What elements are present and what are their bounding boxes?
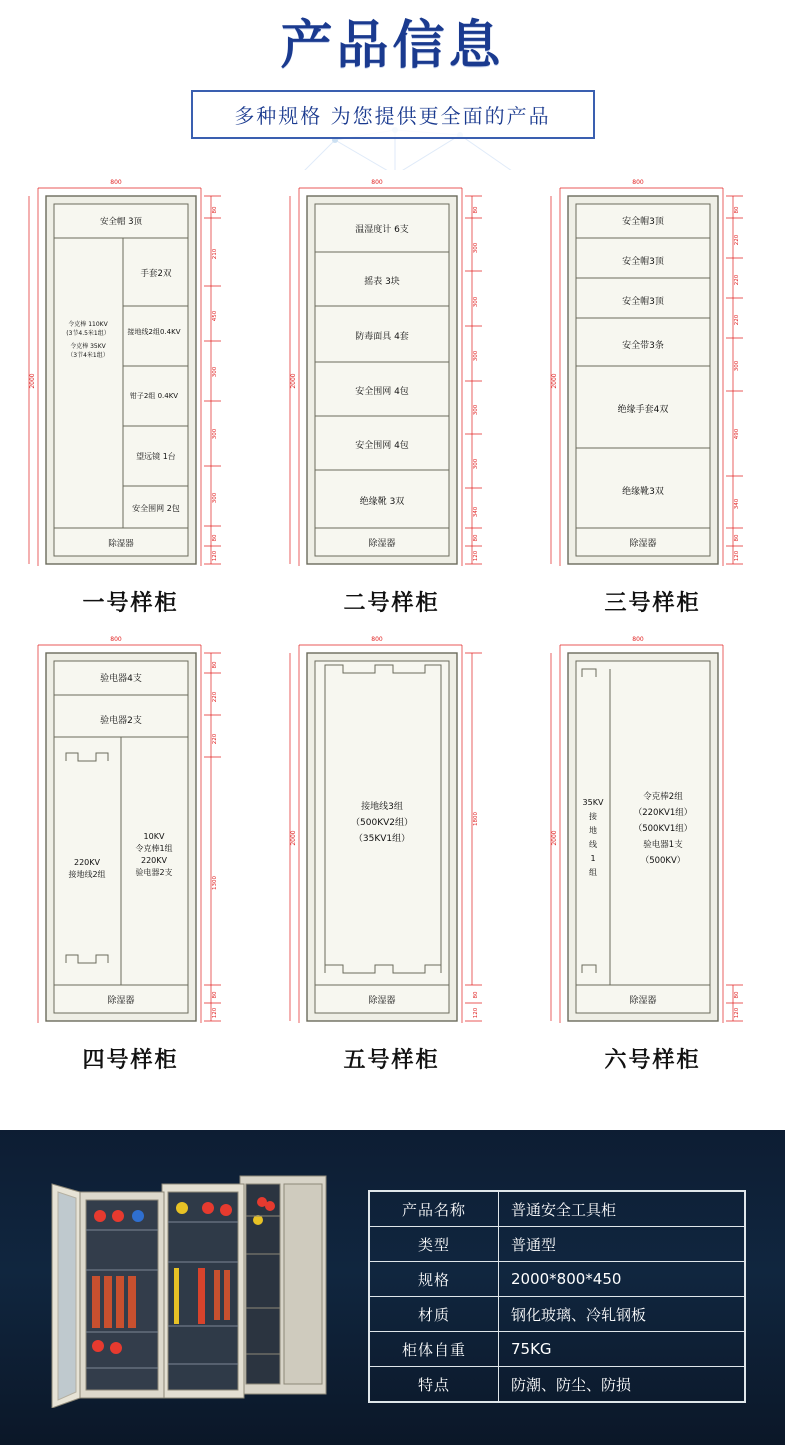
row-label: 除湿器	[107, 539, 134, 549]
spec-key: 材质	[369, 1297, 499, 1332]
cabinet-drawings-grid	[0, 170, 785, 1090]
cabinet-cell-6	[522, 633, 783, 1090]
row-label: 安全带3条	[621, 341, 664, 351]
table-row	[369, 1262, 745, 1297]
page-title: 产品信息	[280, 16, 505, 76]
row-label: 手套2双	[140, 269, 171, 279]
dim-height-3: 2000	[550, 373, 558, 389]
row-label: 安全帽 3顶	[99, 217, 142, 227]
row-label: 验电器2支	[134, 868, 173, 877]
svg-text:120: 120	[472, 1007, 479, 1019]
spec-key: 柜体自重	[369, 1332, 499, 1367]
spec-value: 75KG	[499, 1332, 746, 1367]
row-label: 钳子2组 0.4KV	[129, 392, 178, 400]
row-label: 接	[588, 812, 597, 821]
svg-text:120: 120	[472, 550, 479, 562]
svg-text:220: 220	[211, 733, 218, 745]
svg-text:80: 80	[733, 534, 740, 542]
row-label: 验电器4支	[99, 674, 142, 684]
table-row	[369, 1367, 745, 1403]
row-label: 验电器2支	[99, 716, 142, 726]
cabinet-drawing-1	[26, 176, 236, 576]
row-label: 绝缘靴3双	[621, 487, 664, 497]
table-row	[369, 1191, 745, 1227]
row-label: （500KV）	[640, 856, 685, 866]
row-label: 令克棒1组	[134, 844, 173, 853]
row-label: 绝缘靴 3双	[359, 497, 404, 507]
row-label: 除湿器	[367, 539, 396, 549]
row-label: 线	[588, 840, 597, 849]
row-label: 1	[589, 854, 596, 863]
cabinet-caption-6: 六号样柜	[604, 1048, 701, 1073]
table-row	[369, 1297, 745, 1332]
page-header	[0, 0, 785, 170]
spec-value: 普通型	[499, 1227, 746, 1262]
cabinet-drawing-4	[26, 633, 236, 1033]
cabinet-drawing-3	[548, 176, 758, 576]
row-label: （500KV1组）	[633, 824, 692, 834]
row-label: 安全围网 4包	[354, 441, 409, 451]
row-label: 接地线3组	[360, 802, 403, 812]
cabinet-cell-3	[522, 176, 783, 633]
dim-width-5: 800	[370, 636, 383, 643]
svg-text:300: 300	[472, 458, 479, 470]
svg-text:80: 80	[472, 206, 479, 214]
spec-table	[368, 1190, 746, 1403]
svg-text:80: 80	[211, 661, 218, 669]
spec-value: 钢化玻璃、冷轧钢板	[499, 1297, 746, 1332]
svg-text:300: 300	[211, 492, 218, 504]
svg-text:340: 340	[733, 498, 740, 510]
cabinet-caption-5: 五号样柜	[343, 1048, 440, 1073]
row-label: 除湿器	[106, 996, 135, 1006]
row-label: 220KV	[140, 856, 167, 865]
spec-key: 产品名称	[369, 1191, 499, 1227]
cabinet-cell-5	[261, 633, 522, 1090]
row-label: （3节4米1组）	[66, 352, 109, 359]
row-label: 除湿器	[367, 996, 396, 1006]
svg-text:300: 300	[472, 350, 479, 362]
svg-text:80: 80	[733, 991, 740, 999]
row-label: 安全帽3顶	[621, 257, 664, 267]
row-label: 安全帽3顶	[621, 217, 664, 227]
svg-text:210: 210	[211, 248, 218, 260]
cabinet-drawing-6	[548, 633, 758, 1033]
svg-text:80: 80	[472, 534, 479, 542]
row-label: 望远镜 1台	[135, 452, 176, 461]
svg-text:220: 220	[211, 691, 218, 703]
cabinet-caption-2: 二号样柜	[343, 591, 440, 616]
svg-text:300: 300	[211, 366, 218, 378]
svg-text:340: 340	[472, 506, 479, 518]
svg-text:1800: 1800	[472, 812, 479, 826]
row-label: 摇表 3块	[363, 277, 400, 287]
svg-text:120: 120	[733, 1007, 740, 1019]
spec-key: 类型	[369, 1227, 499, 1262]
svg-text:220: 220	[733, 274, 740, 286]
dim-height-6: 2000	[550, 830, 558, 846]
dim-width-6: 800	[631, 636, 644, 643]
svg-text:120: 120	[211, 550, 218, 562]
dim-height-1: 2000	[28, 373, 36, 389]
row-label: 除湿器	[628, 539, 657, 549]
row-label: (3节4.5米1组）	[65, 330, 110, 337]
svg-text:450: 450	[211, 310, 218, 322]
dim-width-1: 800	[109, 179, 122, 186]
row-label: 接地线2组0.4KV	[127, 328, 180, 336]
row-label: 令克棒2组	[642, 792, 683, 802]
svg-text:300: 300	[472, 296, 479, 308]
product-photo	[22, 1158, 342, 1408]
row-label: 温湿度计 6支	[354, 225, 409, 235]
cabinet-drawing-5	[287, 633, 497, 1033]
svg-text:300: 300	[733, 360, 740, 372]
spec-key: 规格	[369, 1262, 499, 1297]
svg-text:300: 300	[472, 404, 479, 416]
spec-value: 普通安全工具柜	[499, 1191, 746, 1227]
row-label: 安全围网 2包	[131, 504, 180, 513]
row-label: （220KV1组）	[633, 808, 692, 818]
cabinet-cell-1	[0, 176, 261, 633]
cabinet-caption-3: 三号样柜	[604, 591, 701, 616]
row-label: 地	[588, 826, 597, 835]
page-subtitle: 多种规格 为您提供更全面的产品	[191, 90, 595, 139]
cabinet-drawing-2	[287, 176, 497, 576]
dim-width-2: 800	[370, 179, 383, 186]
row-label: 10KV	[143, 832, 164, 841]
dim-width-4: 800	[109, 636, 122, 643]
row-label: 令克棒 35KV	[69, 343, 106, 350]
dim-height-2: 2000	[289, 373, 297, 389]
svg-text:1300: 1300	[211, 876, 218, 890]
cabinet-caption-4: 四号样柜	[82, 1048, 179, 1073]
dim-width-3: 800	[631, 179, 644, 186]
row-label: 安全帽3顶	[621, 297, 664, 307]
row-label: 绝缘手套4双	[617, 405, 668, 415]
row-label: 220KV	[73, 858, 100, 867]
spec-value: 2000*800*450	[499, 1262, 746, 1297]
table-row	[369, 1332, 745, 1367]
svg-text:300: 300	[211, 428, 218, 440]
spec-key: 特点	[369, 1367, 499, 1403]
svg-text:120: 120	[733, 550, 740, 562]
svg-text:490: 490	[733, 428, 740, 440]
cabinet-cell-4	[0, 633, 261, 1090]
row-label: 35KV	[582, 798, 603, 807]
row-label: 除湿器	[628, 996, 657, 1006]
row-label: 令克棒 110KV	[67, 321, 108, 328]
cabinet-cell-2	[261, 176, 522, 633]
svg-text:80: 80	[211, 991, 218, 999]
table-row	[369, 1227, 745, 1262]
svg-text:80: 80	[211, 534, 218, 542]
svg-text:80: 80	[733, 206, 740, 214]
svg-text:220: 220	[733, 234, 740, 246]
svg-text:80: 80	[472, 991, 479, 999]
cabinet-caption-1: 一号样柜	[82, 591, 179, 616]
product-bottom-panel	[0, 1130, 785, 1445]
row-label: 组	[588, 868, 597, 877]
svg-text:120: 120	[211, 1007, 218, 1019]
row-label: 验电器1支	[642, 840, 683, 850]
row-label: 防毒面具 4套	[354, 332, 409, 342]
dim-height-5: 2000	[289, 830, 297, 846]
row-label: 安全围网 4包	[354, 387, 409, 397]
svg-text:300: 300	[472, 242, 479, 254]
row-label: （500KV2组）	[350, 818, 413, 828]
spec-value: 防潮、防尘、防损	[499, 1367, 746, 1403]
row-label: （35KV1组）	[353, 834, 410, 844]
row-label: 接地线2组	[67, 870, 106, 879]
svg-text:220: 220	[733, 314, 740, 326]
svg-text:80: 80	[211, 206, 218, 214]
